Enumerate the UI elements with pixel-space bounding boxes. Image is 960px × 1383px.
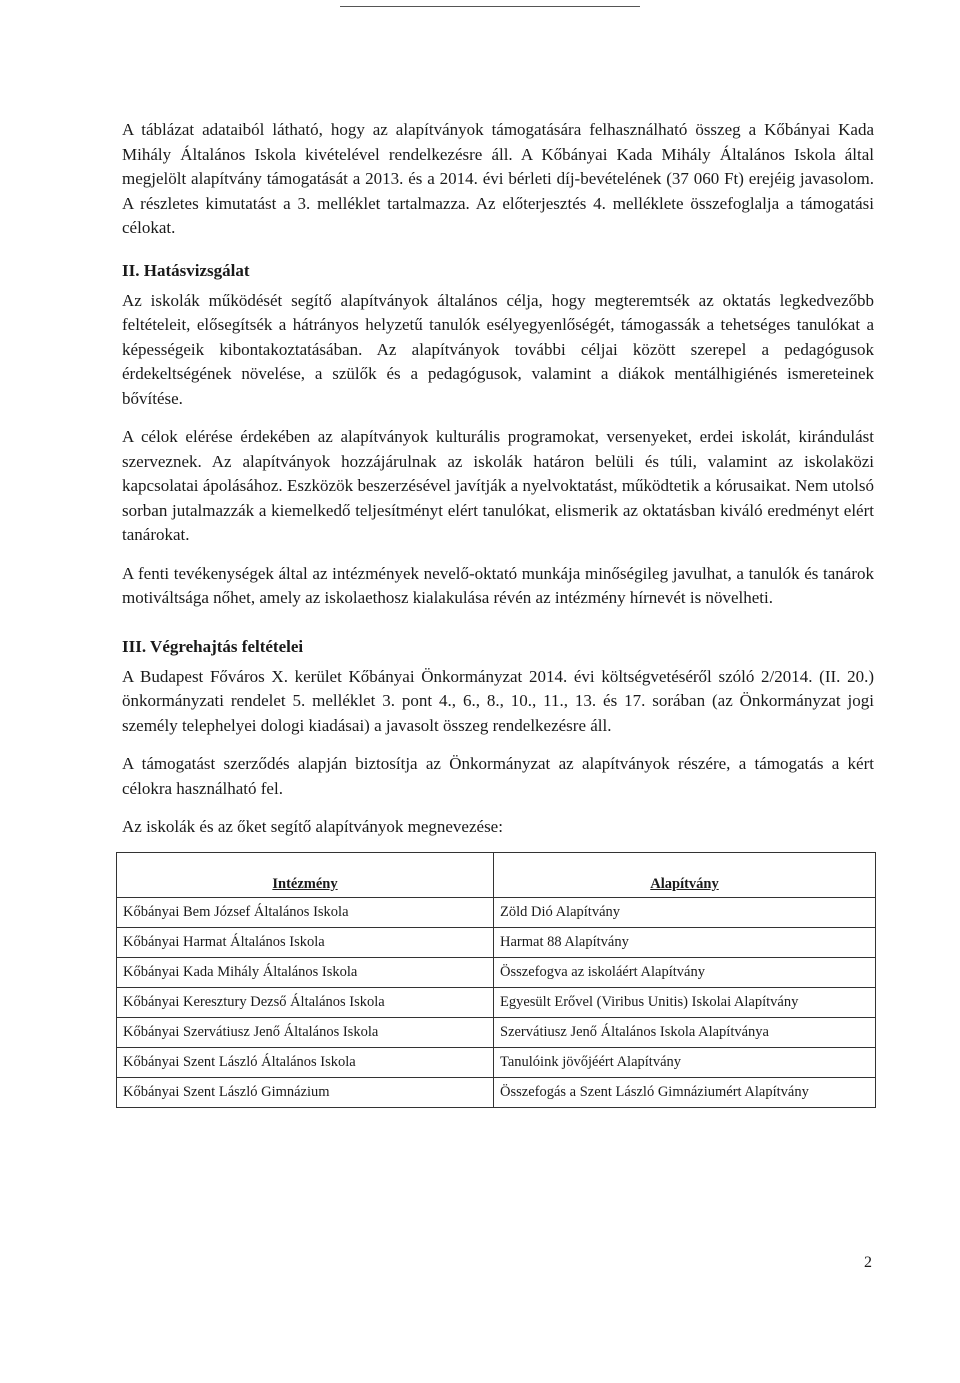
institution-cell: Kőbányai Szent László Általános Iskola: [117, 1047, 494, 1077]
document-body: [122, 118, 874, 1108]
table-row: [117, 1077, 876, 1107]
table-row: [117, 897, 876, 927]
foundations-table: [116, 852, 876, 1108]
table-row: [117, 1017, 876, 1047]
impact-paragraph-3: A fenti tevékenységek által az intézmények nevelő-oktató munkája minőségileg javulhat, a tanulók és tanárok motiváltsága nőhet, amely az iskolaethosz kialakulása révén az intézmény hírnevét is növelheti.: [122, 563, 874, 607]
impact-paragraph-2: A célok elérése érdekében az alapítványok kulturális programokat, versenyeket, erdei iskolát, kirándulást szerveznek. Az alapítványok hozzájárulnak az iskolák határon belüli és túli, valamint az iskolaközi kapcsolatai ápolásához. Eszközök beszerzésével javítják a nyelvoktatást, működtetik a kórusaikat. Nem utolsó sorban jutalmazzák a kiemelkedő teljesítményt elért tanulókat, elismerik az oktatásban kiváló eredményt elért tanárokat.: [122, 427, 874, 544]
execution-paragraph-2: A támogatást szerződés alapján biztosítja az Önkormányzat az alapítványok részére, a támogatás a kért célokra használható fel.: [122, 754, 874, 798]
foundation-cell: Zöld Dió Alapítvány: [494, 897, 876, 927]
execution-paragraph-1: A Budapest Főváros X. kerület Kőbányai Önkormányzat 2014. évi költségvetéséről szóló 2/2014. (II. 20.) önkormányzati rendelet 5. melléklet 3. pont 4., 6., 8., 10., 11., 13. és 17. sorában (az Önkormányzat jogi személy telephelyei dologi kiadásai) a javasolt összeg rendelkezésre áll.: [122, 666, 874, 735]
foundation-cell: Egyesült Erővel (Viribus Unitis) Iskolai Alapítvány: [494, 987, 876, 1017]
foundation-cell: Szervátiusz Jenő Általános Iskola Alapítványa: [494, 1017, 876, 1047]
intro-paragraph: A táblázat adataiból látható, hogy az alapítványok támogatására felhasználható összeg a Kőbányai Kada Mihály Általános Iskola kivételével rendelkezésre áll. A Kőbányai Kada Mihály Általános Iskola által megjelölt alapítvány támogatását a 2013. és a 2014. évi bérleti díj-bevételének (37 060 Ft) erejéig javasolom. A részletes kimutatást a 3. melléklet tartalmazza. Az előterjesztés 4. melléklete összefoglalja a támogatási célokat.: [122, 120, 874, 237]
institution-cell: Kőbányai Harmat Általános Iskola: [117, 927, 494, 957]
foundation-cell: Tanulóink jövőjéért Alapítvány: [494, 1047, 876, 1077]
table-row: [117, 927, 876, 957]
section-heading-execution: III. Végrehajtás feltételei: [122, 636, 304, 656]
foundation-cell: Összefogva az iskoláért Alapítvány: [494, 957, 876, 987]
top-rule: [340, 6, 640, 7]
header-foundation: Alapítvány: [494, 852, 876, 897]
section-heading-impact: II. Hatásvizsgálat: [122, 260, 250, 280]
impact-paragraph-1: Az iskolák működését segítő alapítványok általános célja, hogy megteremtsék az oktatás legkedvezőbb feltételeit, elősegítsék a hátrányos helyzetű tanulók esélyegyenlőségét, támogassák a tehetséges tanulókat a képességeik kibontakoztatásában. Az alapítványok további céljai között szerepel a pedagógusok érdekeltségének növelése, a szülők és a pedagógusok, valamint a diákok mentálhigiénés ismereteinek bővítése.: [122, 290, 874, 408]
table-intro: Az iskolák és az őket segítő alapítványok megnevezése:: [122, 817, 503, 836]
page-number: 2: [864, 1254, 872, 1271]
foundation-cell: Összefogás a Szent László Gimnáziumért Alapítvány: [494, 1077, 876, 1107]
table-row: [117, 987, 876, 1017]
institution-cell: Kőbányai Kada Mihály Általános Iskola: [117, 957, 494, 987]
institution-cell: Kőbányai Keresztury Dezső Általános Iskola: [117, 987, 494, 1017]
foundation-cell: Harmat 88 Alapítvány: [494, 927, 876, 957]
institution-cell: Kőbányai Bem József Általános Iskola: [117, 897, 494, 927]
institution-cell: Kőbányai Szervátiusz Jenő Általános Iskola: [117, 1017, 494, 1047]
institution-cell: Kőbányai Szent László Gimnázium: [117, 1077, 494, 1107]
header-institution: Intézmény: [117, 852, 494, 897]
table-row: [117, 957, 876, 987]
table-row: [117, 1047, 876, 1077]
table-header-row: [117, 852, 876, 897]
